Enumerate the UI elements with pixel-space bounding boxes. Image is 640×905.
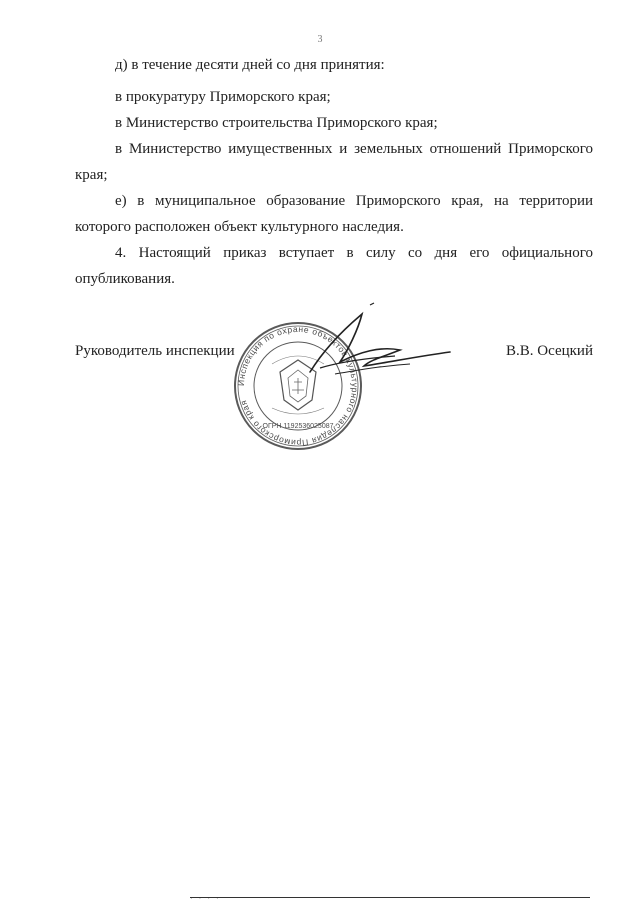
paragraph-prosecutor: в прокуратуру Приморского края; — [115, 89, 331, 105]
signatory-name: В.В. Осецкий — [506, 343, 593, 359]
page-number: 3 — [317, 34, 323, 45]
paragraph-d: д) в течение десяти дней со дня принятия: — [115, 57, 385, 73]
paragraph-property-ministry: в Министерство имущественных и земельных отношений Приморского края; — [75, 141, 593, 183]
seal-outer-text: Инспекция по охране объектов культурного наследия Приморского края — [235, 323, 361, 449]
paragraph-e: е) в муниципальное образование Приморского края, на территории которого расположен объект культурного наследия. — [75, 193, 593, 235]
signatory-role: Руководитель инспекции — [75, 343, 235, 359]
scan-artifact: · · · · — [190, 894, 221, 903]
seal-inner-text: ОГРН 1192536025087 — [262, 423, 334, 430]
paragraph-construction-ministry: в Министерство строительства Приморского края; — [115, 115, 438, 131]
scan-line — [190, 897, 590, 900]
paragraph-4: 4. Настоящий приказ вступает в силу со дня его официального опубликования. — [75, 245, 593, 287]
handwritten-signature-icon — [300, 300, 460, 390]
